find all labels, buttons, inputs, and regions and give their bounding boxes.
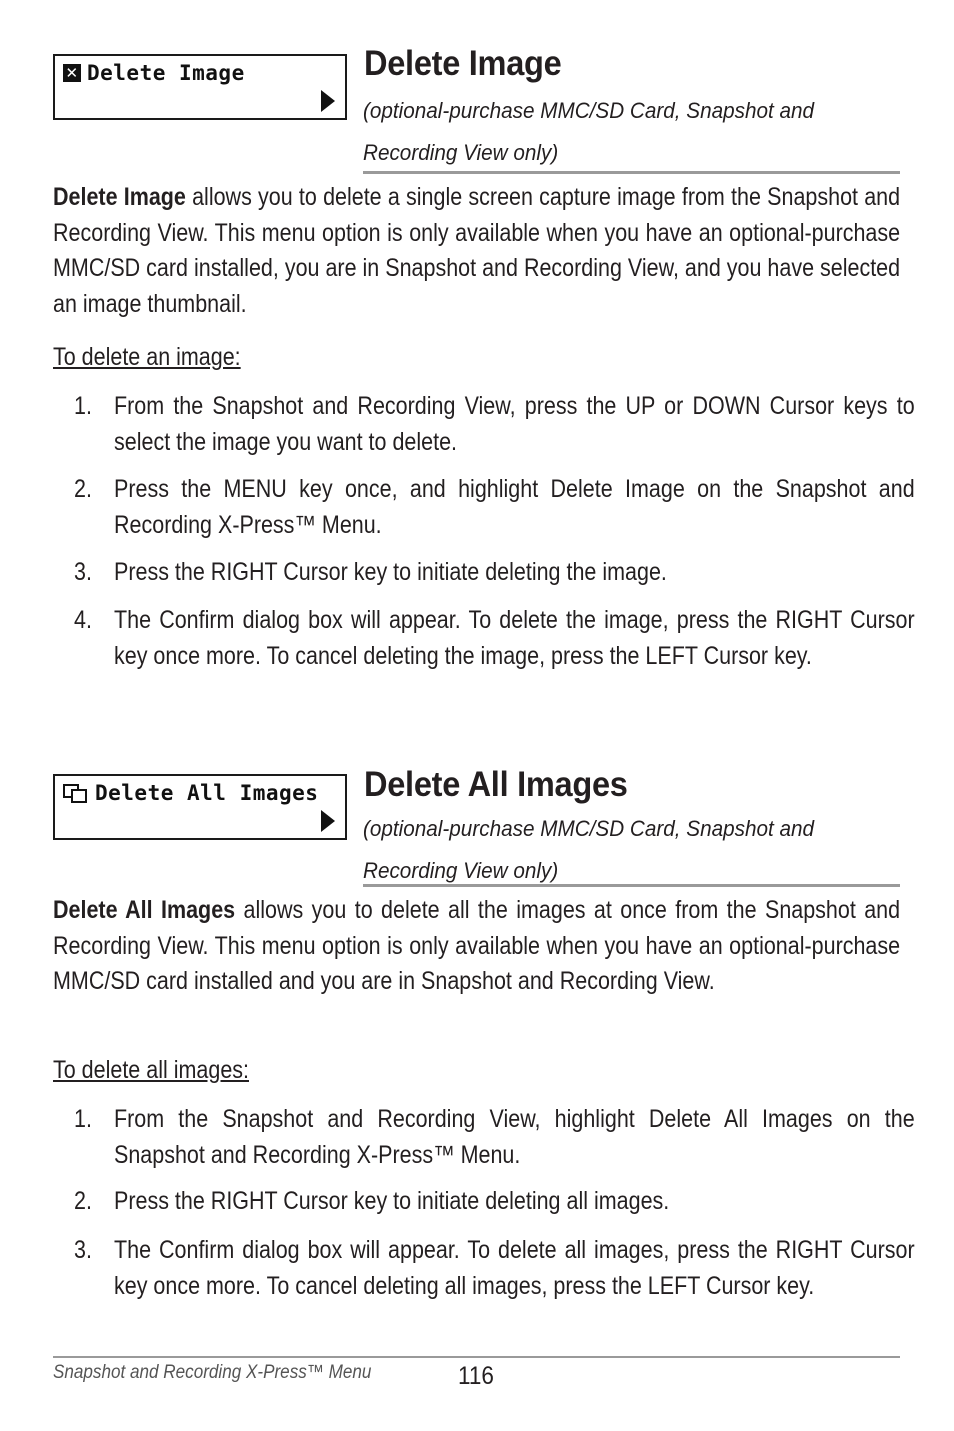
step-number: 1. [74, 1105, 92, 1133]
step-text: Press the RIGHT Cursor key to initiate deleting all images. [114, 1187, 670, 1215]
step-number: 1. [74, 392, 92, 420]
intro-bold-term: Delete All Images [53, 896, 236, 924]
menu-graphic-delete-image [53, 54, 347, 120]
right-arrow-icon [321, 90, 335, 112]
heading-divider [363, 884, 900, 887]
step-text: Press the MENU key once, and highlight Delete Image on the Snapshot and Recording X-Press™ Menu. [114, 475, 915, 539]
step-text: The Confirm dialog box will appear. To delete all images, press the RIGHT Cursor key once more. To cancel deleting all images, press the LEFT Cursor key. [114, 1236, 915, 1300]
menu-graphic-delete-all-images [53, 774, 347, 840]
menu-label-text: Delete Image [87, 61, 245, 85]
step-number: 4. [74, 606, 92, 634]
right-arrow-icon [321, 810, 335, 832]
step-number: 2. [74, 1187, 92, 1215]
step-number: 3. [74, 1236, 92, 1264]
footer-divider [53, 1356, 900, 1358]
menu-graphic-label [63, 781, 318, 805]
step-text: From the Snapshot and Recording View, press the UP or DOWN Cursor keys to select the image you want to delete. [114, 392, 915, 456]
menu-label-text: Delete All Images [95, 781, 319, 805]
page-number: 116 [458, 1362, 494, 1390]
section-subtitle: (optional-purchase MMC/SD Card, Snapshot and Recording View only) [363, 98, 815, 165]
step-text: From the Snapshot and Recording View, highlight Delete All Images on the Snapshot and Recording X-Press™ Menu. [114, 1105, 915, 1169]
intro-paragraph [53, 893, 900, 1000]
section-title: Delete All Images [364, 765, 628, 804]
step-number: 2. [74, 475, 92, 503]
intro-bold-term: Delete Image [53, 183, 186, 211]
section-subtitle: (optional-purchase MMC/SD Card, Snapshot and Recording View only) [363, 816, 815, 883]
footer-chapter: Snapshot and Recording X-Press™ Menu [53, 1362, 372, 1383]
step-text: Press the RIGHT Cursor key to initiate deleting the image. [114, 558, 667, 586]
intro-text: allows you to delete all the images at once from the Snapshot and Recording View. This menu option is only available when you have an optional-purchase MMC/SD card installed and you are in Snapshot and Recording View. [53, 896, 901, 995]
multiple-images-icon [63, 784, 89, 802]
delete-x-icon: ✕ [63, 64, 81, 82]
menu-graphic-label [63, 61, 245, 85]
heading-divider [363, 171, 900, 174]
step-number: 3. [74, 558, 92, 586]
intro-text: allows you to delete a single screen capture image from the Snapshot and Recording View. This menu option is only available when you have an optional-purchase MMC/SD card installed, you are in Snapshot and Recording View, and you have selected an image thumbnail. [53, 183, 901, 318]
step-text: The Confirm dialog box will appear. To delete the image, press the RIGHT Cursor key once more. To cancel deleting the image, press the LEFT Cursor key. [114, 606, 915, 670]
procedure-title: To delete an image: [53, 343, 241, 371]
section-title: Delete Image [364, 44, 562, 83]
intro-paragraph [53, 180, 900, 322]
procedure-title: To delete all images: [53, 1056, 249, 1084]
